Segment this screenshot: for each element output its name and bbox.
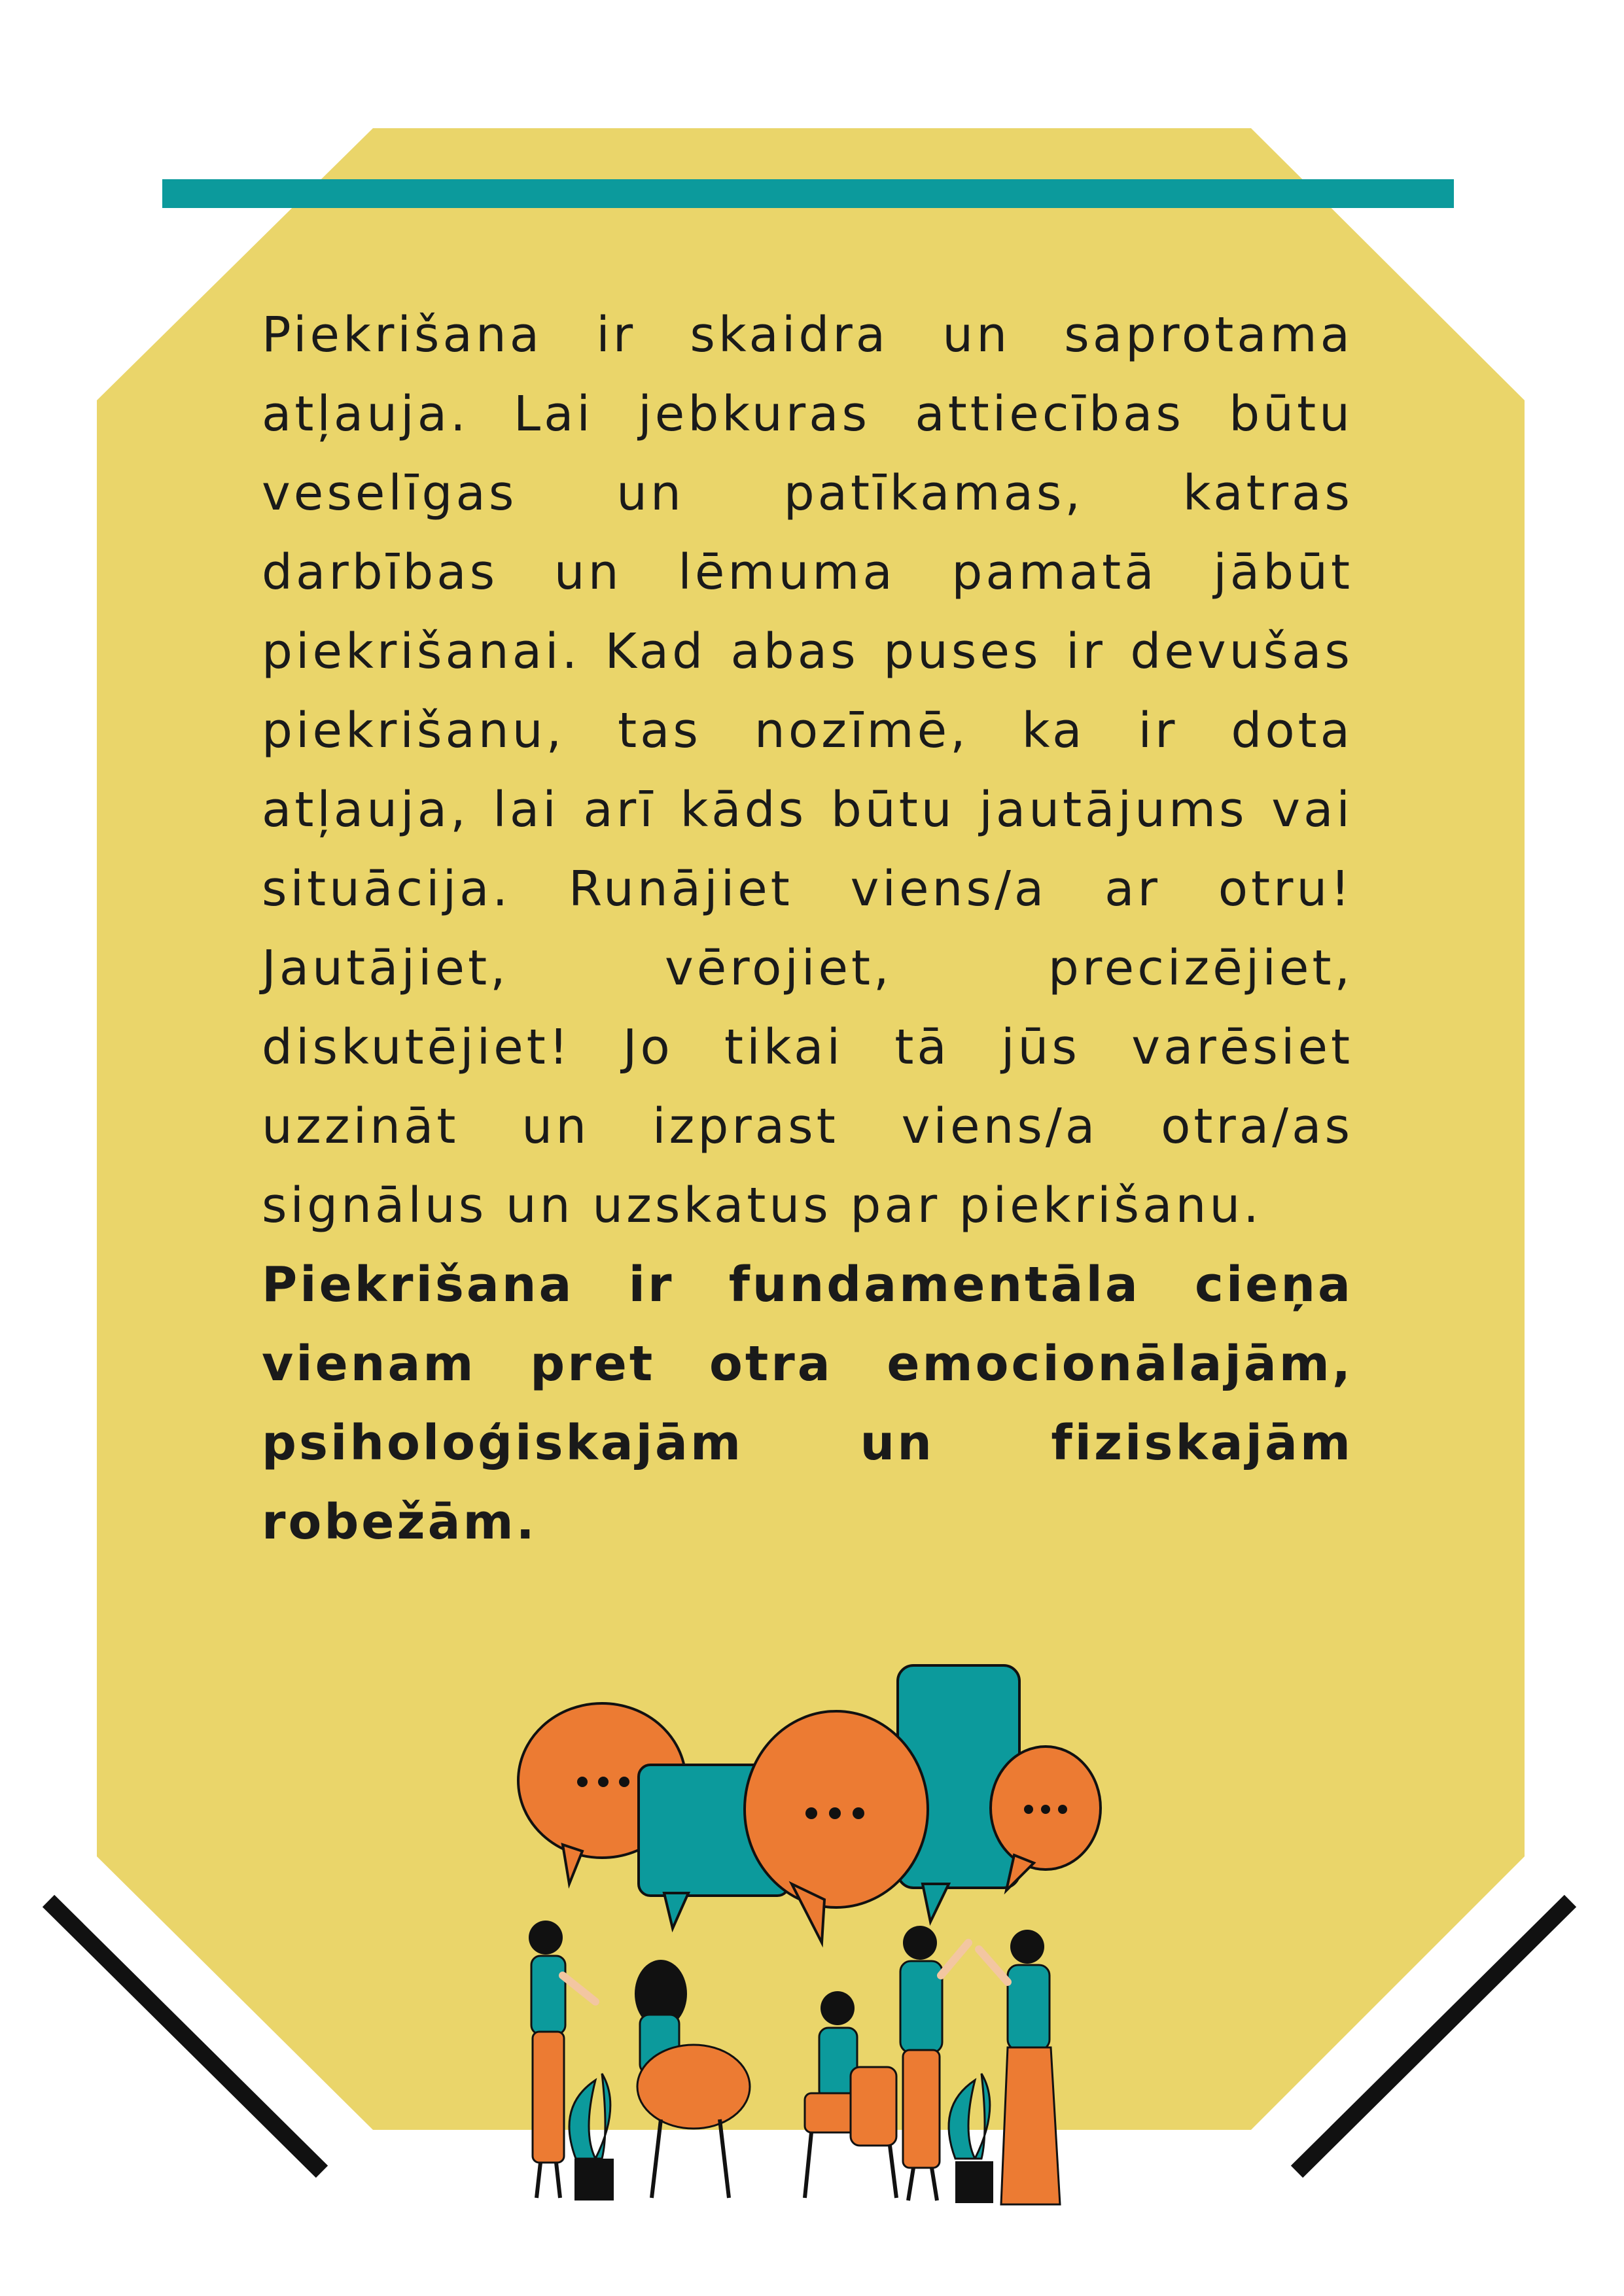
person-seated-man (805, 1991, 896, 2198)
text-block (262, 296, 1353, 1562)
person-seated-woman (635, 1960, 750, 2198)
speech-bubble-orange-center (745, 1711, 928, 1943)
consent-paragraph: Piekrišana ir skaidra un saprotama atļauja. Lai jebkuras attiecības būtu veselīgas un patīkamas, katras darbības un lēmuma pamatā jābūt piekrišanai. Kad abas puses ir devušas piekrišanu, tas nozīmē, ka ir dota atļauja, lai arī kāds būtu jautājums vai situācija. Runājiet viens/a ar otru! Jautājiet, vērojiet, precizējiet, diskutējiet! Jo tikai tā jūs varēsiet uzzināt un izprast viens/a otra/as signālus un uzskatus par piekrišanu. (262, 307, 1353, 1234)
consent-emphasis: Piekrišana ir fundamentāla cieņa vienam pret otra emocionālajām, psiholoģiskajām un fiziskajām robežām. (262, 1257, 1353, 1550)
plant-left (569, 2074, 614, 2200)
plant-right (949, 2074, 993, 2203)
people-talking-illustration (497, 1635, 1125, 2224)
teal-top-bar (162, 179, 1454, 208)
